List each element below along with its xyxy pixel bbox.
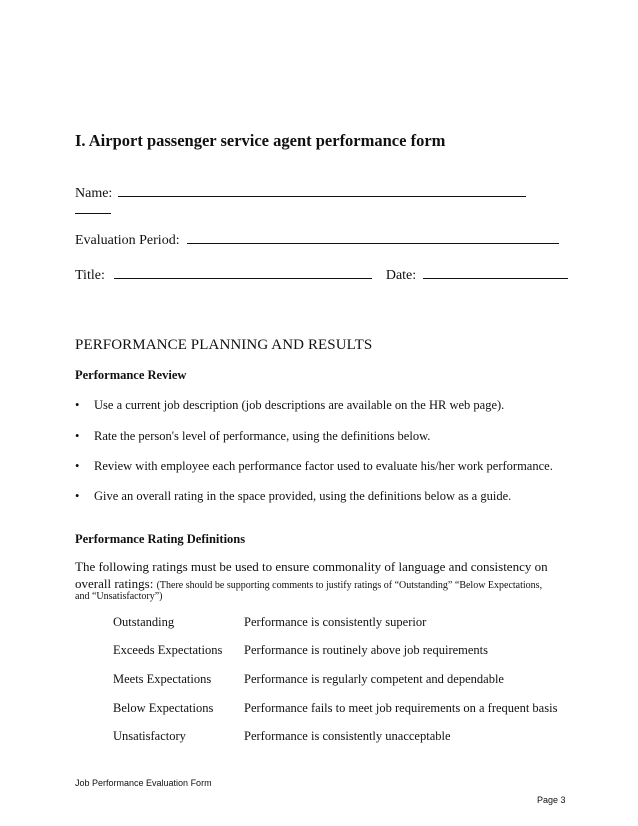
- name-label: Name:: [75, 186, 113, 201]
- list-item-text: Give an overall rating in the space provided, using the definitions below as a guide.: [94, 489, 512, 503]
- bullet-icon: •: [75, 429, 80, 443]
- name-underline[interactable]: [118, 195, 526, 197]
- date-label: Date:: [385, 268, 417, 283]
- rating-intro-line-1: The following ratings must be used to ensure commonality of language and consistency on: [75, 559, 548, 574]
- rating-intro-line-2: [75, 576, 542, 592]
- list-item-text: Review with employee each performance factor used to evaluate his/her work performance.: [94, 459, 553, 473]
- rating-definition: Performance fails to meet job requirements on a frequent basis: [244, 701, 558, 715]
- list-item: [75, 459, 553, 474]
- title-label: Title:: [75, 268, 105, 283]
- rating-intro-line-3: and “Unsatisfactory”): [75, 591, 163, 602]
- form-title: I. Airport passenger service agent performance form: [75, 131, 446, 150]
- title-underline[interactable]: [114, 277, 372, 279]
- list-item: [75, 489, 511, 504]
- section-heading: PERFORMANCE PLANNING AND RESULTS: [75, 337, 373, 353]
- name-underline-continuation[interactable]: [75, 213, 111, 214]
- bullet-icon: •: [75, 489, 80, 503]
- rating-definitions-heading: Performance Rating Definitions: [75, 532, 246, 546]
- bullet-icon: •: [75, 398, 80, 412]
- evaluation-period-field: [75, 233, 559, 249]
- rating-definition: Performance is consistently unacceptable: [244, 729, 451, 743]
- list-item-text: Rate the person's level of performance, using the definitions below.: [94, 429, 431, 443]
- rating-label: Below Expectations: [113, 701, 214, 715]
- evaluation-period-underline[interactable]: [187, 242, 559, 244]
- footer-form-name: Job Performance Evaluation Form: [75, 778, 212, 788]
- rating-label: Outstanding: [113, 615, 175, 629]
- date-underline[interactable]: [423, 277, 568, 279]
- rating-label: Exceeds Expectations: [113, 643, 223, 657]
- list-item: [75, 398, 504, 413]
- rating-definition: Performance is regularly competent and dependable: [244, 672, 504, 686]
- evaluation-period-label: Evaluation Period:: [75, 233, 180, 248]
- rating-label: Meets Expectations: [113, 672, 212, 686]
- list-item-text: Use a current job description (job descriptions are available on the HR web page).: [94, 398, 505, 412]
- title-date-field: [75, 268, 568, 284]
- name-field: [75, 186, 526, 202]
- footer-page-number: Page 3: [537, 795, 566, 805]
- rating-label: Unsatisfactory: [113, 729, 186, 743]
- rating-intro-note: (There should be supporting comments to justify ratings of “Outstanding” “Below Expectations,: [156, 580, 543, 591]
- list-item: [75, 429, 430, 444]
- rating-definition: Performance is routinely above job requirements: [244, 643, 489, 657]
- rating-definition: Performance is consistently superior: [244, 615, 427, 629]
- performance-review-heading: Performance Review: [75, 368, 187, 382]
- rating-intro-main: overall ratings:: [75, 576, 154, 591]
- bullet-icon: •: [75, 459, 80, 473]
